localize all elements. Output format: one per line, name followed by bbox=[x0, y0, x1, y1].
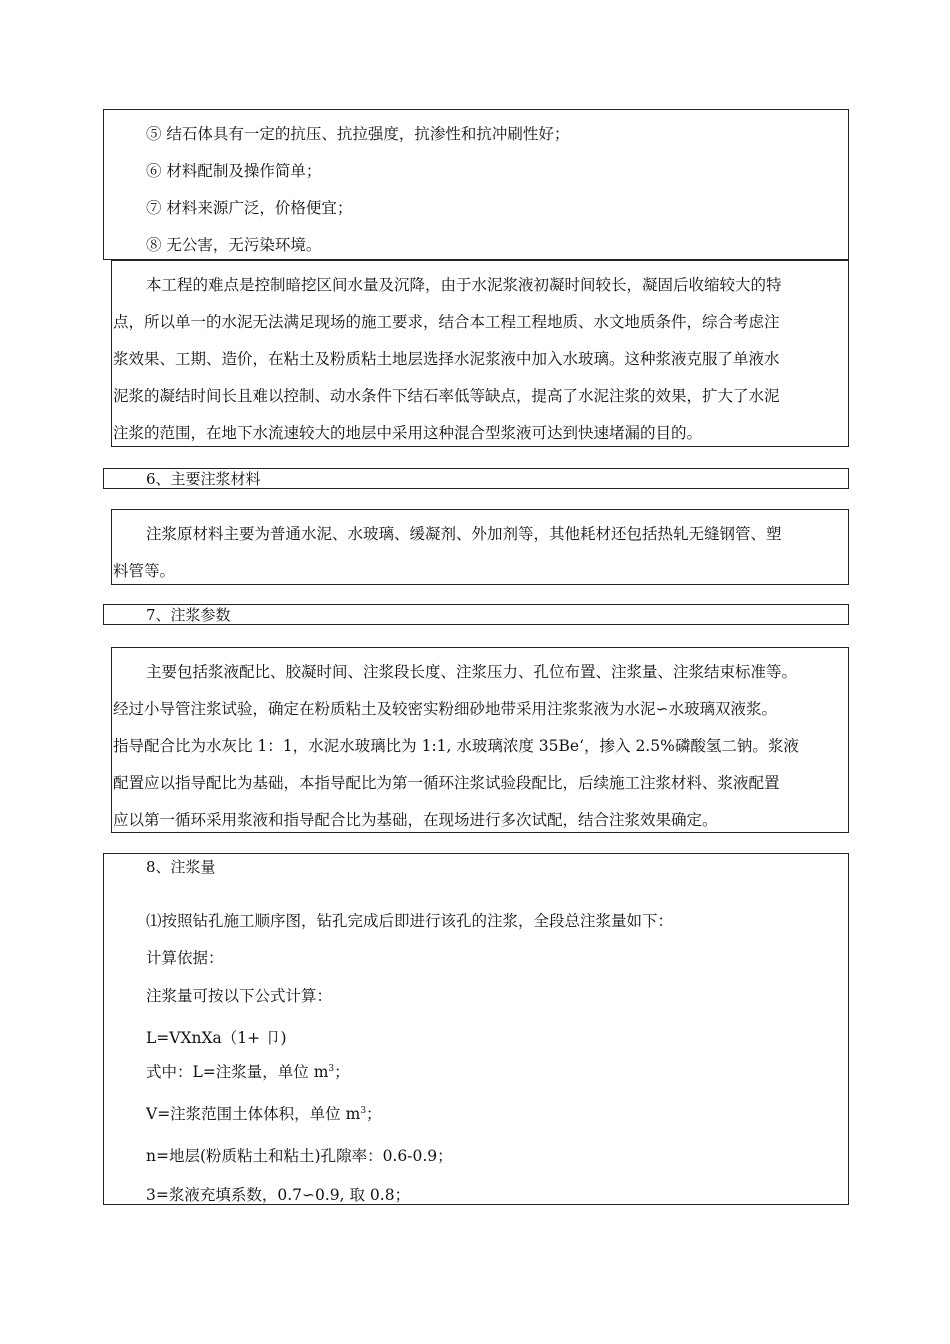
section7-title: 7、注浆参数 bbox=[146, 606, 231, 624]
difficulty-line-1: 本工程的难点是控制暗挖区间水量及沉降，由于水泥浆液初凝时间较长，凝固后收缩较大的特 bbox=[146, 276, 782, 294]
section7-line-3: 指导配合比为水灰比 1：1，水泥水玻璃比为 1:1, 水玻璃浓度 35Be‘，掺入 2.5%磷酸氢二钠。浆液 bbox=[113, 737, 799, 755]
definition-a: 3=浆液充填系数，0.7∽0.9, 取 0.8； bbox=[146, 1186, 411, 1204]
section7-line-5: 应以第一循环采用浆液和指导配合比为基础，在现场进行多次试配，结合注浆效果确定。 bbox=[113, 811, 718, 829]
list-item-6: ⑥ 材料配制及操作简单； bbox=[146, 162, 322, 180]
list-item-7: ⑦ 材料来源广泛，价格便宜； bbox=[146, 199, 353, 217]
definition-l-end: ； bbox=[334, 1063, 350, 1081]
formula: L=VXnXa（1+ 卩) bbox=[146, 1029, 287, 1047]
definition-l-text: 式中：L=注浆量，单位 m bbox=[146, 1063, 329, 1081]
definition-v bbox=[146, 1104, 382, 1124]
section6-title: 6、主要注浆材料 bbox=[146, 470, 261, 488]
section8-item-1: ⑴按照钻孔施工顺序图，钻孔完成后即进行该孔的注浆，全段总注浆量如下： bbox=[146, 912, 674, 930]
difficulty-line-3: 浆效果、工期、造价，在粘土及粉质粘土地层选择水泥浆液中加入水玻璃。这种浆液克服了单液水 bbox=[113, 350, 780, 368]
section8-title: 8、注浆量 bbox=[146, 858, 216, 876]
definition-v-text: V=注浆范围土体体积，单位 m bbox=[146, 1105, 361, 1123]
definition-l-superscript: 3 bbox=[328, 1063, 335, 1074]
section6-line-1: 注浆原材料主要为普通水泥、水玻璃、缓凝剂、外加剂等，其他耗材还包括热轧无缝钢管、塑 bbox=[146, 525, 782, 543]
section7-line-2: 经过小导管注浆试验，确定在粉质粘土及较密实粉细砂地带采用注浆浆液为水泥∽水玻璃双液浆。 bbox=[113, 700, 777, 718]
section6-body-box bbox=[111, 509, 849, 585]
formula-intro: 注浆量可按以下公式计算： bbox=[146, 987, 333, 1005]
definition-v-end: ； bbox=[366, 1105, 382, 1123]
definition-v-superscript: 3 bbox=[360, 1105, 367, 1116]
section6-line-2: 料管等。 bbox=[113, 562, 176, 580]
calc-basis: 计算依据： bbox=[146, 949, 224, 967]
definition-l bbox=[146, 1062, 350, 1082]
list-item-5: ⑤ 结石体具有一定的抗压、抗拉强度，抗渗性和抗冲刷性好； bbox=[146, 125, 570, 143]
difficulty-line-5: 注浆的范围，在地下水流速较大的地层中采用这种混合型浆液可达到快速堵漏的目的。 bbox=[113, 424, 703, 442]
section7-line-4: 配置应以指导配比为基础，本指导配比为第一循环注浆试验段配比，后续施工注浆材料、浆液配置 bbox=[113, 774, 780, 792]
difficulty-line-4: 泥浆的凝结时间长且难以控制、动水条件下结石率低等缺点，提高了水泥注浆的效果，扩大了水泥 bbox=[113, 387, 780, 405]
list-item-8: ⑧ 无公害，无污染环境。 bbox=[146, 236, 322, 254]
difficulty-line-2: 点，所以单一的水泥无法满足现场的施工要求，结合本工程工程地质、水文地质条件，综合考虑注 bbox=[113, 313, 780, 331]
section7-line-1: 主要包括浆液配比、胶凝时间、注浆段长度、注浆压力、孔位布置、注浆量、注浆结束标准等。 bbox=[146, 663, 798, 681]
definition-n: n=地层(粉质粘土和粘土)孔隙率：0.6-0.9； bbox=[146, 1147, 453, 1165]
